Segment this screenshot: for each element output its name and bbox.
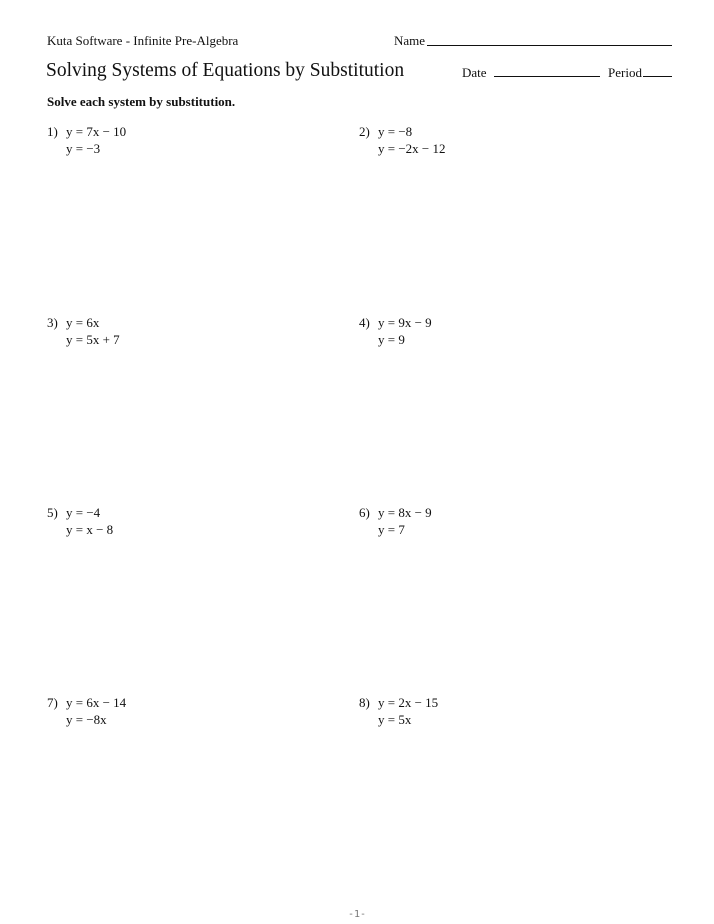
name-label: Name (394, 33, 426, 48)
equation-2: y = −3 (66, 141, 101, 156)
problem-6 (359, 504, 639, 544)
problem-1 (47, 123, 327, 163)
equation-1: y = 6x − 14 (66, 695, 127, 710)
problem-8 (359, 694, 639, 734)
period-blank-line (643, 76, 672, 77)
problem-3 (47, 314, 327, 354)
name-blank-line (427, 45, 672, 46)
instructions: Solve each system by substitution. (47, 94, 236, 109)
problem-number: 8) (359, 695, 370, 710)
equation-2: y = 9 (378, 332, 405, 347)
problem-2 (359, 123, 639, 163)
worksheet-title: Solving Systems of Equations by Substitution (46, 60, 405, 81)
equation-1: y = 6x (66, 315, 100, 330)
equation-2: y = −8x (66, 712, 107, 727)
problem-number: 3) (47, 315, 58, 330)
publisher-text: Kuta Software - Infinite Pre-Algebra (47, 33, 239, 48)
date-blank-line (494, 76, 600, 77)
problem-number: 7) (47, 695, 58, 710)
problem-5 (47, 504, 327, 544)
period-label: Period (608, 65, 642, 80)
equation-1: y = 9x − 9 (378, 315, 432, 330)
equation-2: y = 7 (378, 522, 405, 537)
problem-number: 4) (359, 315, 370, 330)
problem-7 (47, 694, 327, 734)
equation-1: y = −8 (378, 124, 413, 139)
problem-number: 2) (359, 124, 370, 139)
equation-1: y = 2x − 15 (378, 695, 439, 710)
equation-2: y = −2x − 12 (378, 141, 446, 156)
equation-1: y = 8x − 9 (378, 505, 432, 520)
problem-number: 6) (359, 505, 370, 520)
problem-number: 1) (47, 124, 58, 139)
equation-1: y = −4 (66, 505, 101, 520)
equation-1: y = 7x − 10 (66, 124, 127, 139)
equation-2: y = x − 8 (66, 522, 114, 537)
problem-4 (359, 314, 639, 354)
equation-2: y = 5x (378, 712, 412, 727)
equation-2: y = 5x + 7 (66, 332, 120, 347)
page-number: -1- (347, 909, 367, 920)
problem-number: 5) (47, 505, 58, 520)
date-label: Date (462, 65, 487, 80)
